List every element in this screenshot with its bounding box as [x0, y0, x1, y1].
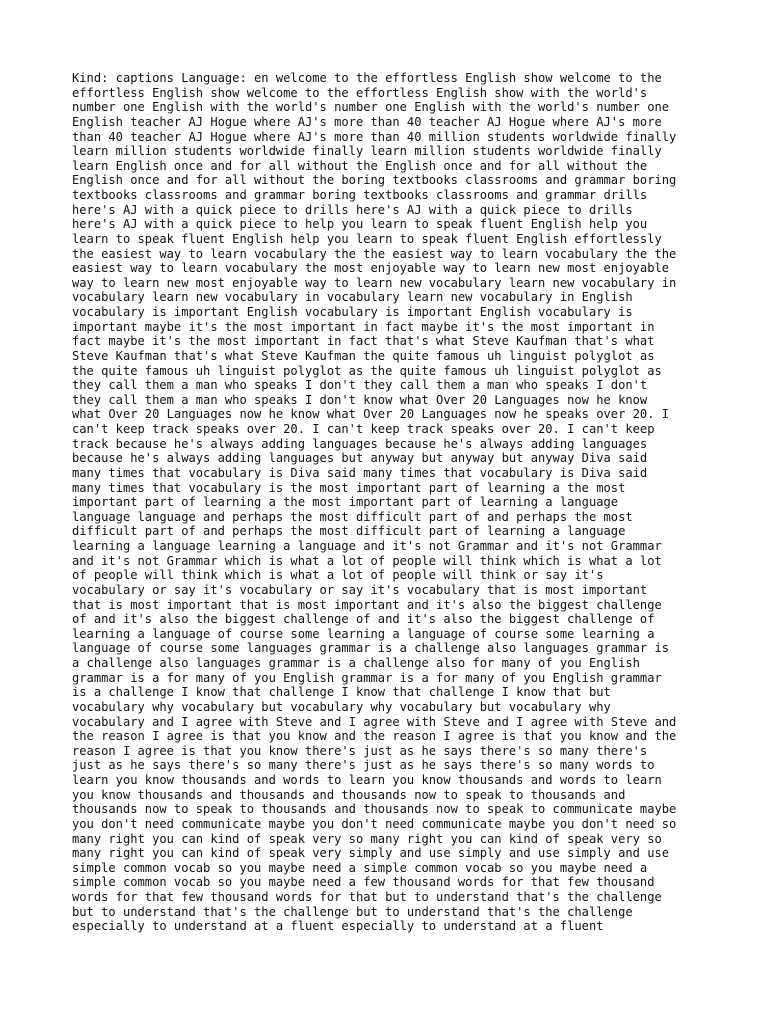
transcript-line: language language and perhaps the most difficult part of and perhaps the most — [72, 509, 633, 524]
transcript-line: vocabulary why vocabulary but vocabulary why vocabulary but vocabulary why — [72, 699, 611, 714]
transcript-line: here's AJ with a quick piece to help you learn to speak fluent English help you — [72, 217, 648, 232]
transcript-line: many times that vocabulary is the most important part of learning a the most — [72, 480, 626, 495]
transcript-line: learn to speak fluent English help you learn to speak fluent English effortlessly — [72, 231, 662, 246]
transcript-line: but to understand that's the challenge but to understand that's the challenge — [72, 904, 633, 919]
transcript-line: that is most important that is most important and it's also the biggest challenge — [72, 597, 662, 612]
transcript-line: simple common vocab so you maybe need a few thousand words for that few thousand — [72, 875, 655, 890]
transcript-text — [72, 71, 712, 934]
transcript-line: important maybe it's the most important in fact maybe it's the most important in — [72, 319, 655, 334]
transcript-line: you know thousands and thousands and thousands now to speak to thousands and — [72, 787, 626, 802]
transcript-line: especially to understand at a fluent especially to understand at a fluent — [72, 919, 604, 934]
transcript-line: reason I agree is that you know there's just as he says there's so many there's — [72, 743, 648, 758]
transcript-line: track because he's always adding languages because he's always adding languages — [72, 436, 648, 451]
transcript-line: of and it's also the biggest challenge of and it's also the biggest challenge of — [72, 612, 655, 627]
transcript-line: vocabulary or say it's vocabulary or say it's vocabulary that is most important — [72, 582, 648, 597]
transcript-line: Kind: captions Language: en welcome to the effortless English show welcome to the — [72, 71, 662, 85]
transcript-line: number one English with the world's number one English with the world's number one — [72, 100, 670, 115]
transcript-line: they call them a man who speaks I don't know what Over 20 Languages now he know — [72, 392, 648, 407]
transcript-line: a challenge also languages grammar is a challenge also for many of you English — [72, 656, 640, 670]
transcript-line: than 40 teacher AJ Hogue where AJ's more than 40 million students worldwide finally — [72, 129, 677, 144]
transcript-line: language of course some languages grammar is a challenge also languages grammar is — [72, 641, 670, 656]
transcript-line: learn million students worldwide finally learn million students worldwide finally — [72, 144, 662, 159]
transcript-line: vocabulary and I agree with Steve and I agree with Steve and I agree with Steve and — [72, 714, 677, 729]
transcript-line: just as he says there's so many there's just as he says there's so many words to — [72, 758, 655, 773]
transcript-line: fact maybe it's the most important in fact that's what Steve Kaufman that's what — [72, 334, 655, 349]
transcript-line: vocabulary is important English vocabulary is important English vocabulary is — [72, 305, 633, 319]
transcript-line: thousands now to speak to thousands and thousands now to speak to communicate maybe — [72, 802, 677, 817]
transcript-line: the easiest way to learn vocabulary the the easiest way to learn vocabulary the the — [72, 246, 677, 261]
transcript-line: important part of learning a the most important part of learning a language — [72, 495, 619, 510]
transcript-line: English once and for all without the boring textbooks classrooms and grammar boring — [72, 173, 677, 188]
transcript-line: many right you can kind of speak very simply and use simply and use simply and use — [72, 846, 670, 861]
transcript-line: learning a language learning a language and it's not Grammar and it's not Grammar — [72, 539, 662, 553]
transcript-line: effortless English show welcome to the effortless English show with the world's — [72, 85, 648, 100]
transcript-line: words for that few thousand words for that but to understand that's the challenge — [72, 890, 662, 904]
transcript-line: many times that vocabulary is Diva said many times that vocabulary is Diva said — [72, 465, 648, 480]
transcript-line: because he's always adding languages but anyway but anyway but anyway Diva said — [72, 451, 648, 466]
transcript-line: they call them a man who speaks I don't they call them a man who speaks I don't — [72, 378, 648, 393]
transcript-line: way to learn new most enjoyable way to learn new vocabulary learn new vocabulary in — [72, 275, 677, 290]
transcript-line: grammar is a for many of you English grammar is a for many of you English grammar — [72, 670, 662, 685]
transcript-line: many right you can kind of speak very so many right you can kind of speak very so — [72, 831, 662, 846]
transcript-line: here's AJ with a quick piece to drills here's AJ with a quick piece to drills — [72, 202, 633, 217]
transcript-line: Steve Kaufman that's what Steve Kaufman the quite famous uh linguist polyglot as — [72, 348, 655, 363]
transcript-line: can't keep track speaks over 20. I can't keep track speaks over 20. I can't keep — [72, 422, 655, 436]
transcript-line: the quite famous uh linguist polyglot as the quite famous uh linguist polyglot as — [72, 363, 662, 378]
transcript-line: easiest way to learn vocabulary the most enjoyable way to learn new most enjoyable — [72, 261, 670, 276]
transcript-line: English teacher AJ Hogue where AJ's more than 40 teacher AJ Hogue where AJ's more — [72, 114, 662, 129]
transcript-line: what Over 20 Languages now he know what Over 20 Languages now he speaks over 20. I — [72, 407, 670, 422]
transcript-line: simple common vocab so you maybe need a simple common vocab so you maybe need a — [72, 860, 648, 875]
transcript-line: learn English once and for all without the English once and for all without the — [72, 158, 648, 173]
transcript-line: you don't need communicate maybe you don't need communicate maybe you don't need so — [72, 816, 677, 831]
transcript-line: of people will think which is what a lot of people will think or say it's — [72, 568, 604, 583]
transcript-line: vocabulary learn new vocabulary in vocabulary learn new vocabulary in English — [72, 290, 633, 305]
transcript-line: difficult part of and perhaps the most difficult part of learning a language — [72, 524, 626, 539]
transcript-line: learning a language of course some learning a language of course some learning a — [72, 626, 655, 641]
transcript-line: learn you know thousands and words to learn you know thousands and words to learn — [72, 773, 662, 787]
transcript-line: the reason I agree is that you know and the reason I agree is that you know and the — [72, 729, 677, 744]
transcript-line: is a challenge I know that challenge I know that challenge I know that but — [72, 685, 611, 700]
transcript-line: and it's not Grammar which is what a lot of people will think which is what a lot — [72, 553, 662, 568]
transcript-line: textbooks classrooms and grammar boring textbooks classrooms and grammar drills — [72, 188, 648, 202]
